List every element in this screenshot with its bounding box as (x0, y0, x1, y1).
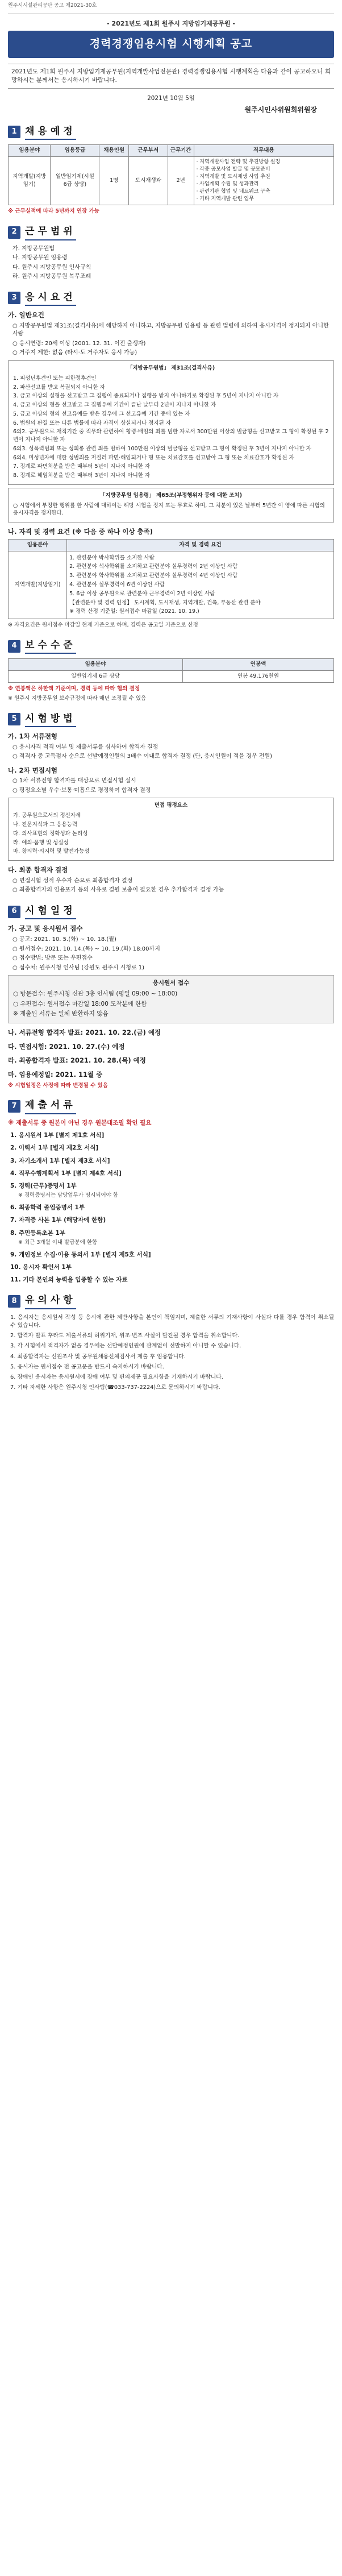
schedule-item: ○ 원서접수: 2021. 10. 14.(목) ~ 10. 19.(화) 18:00까지 (12, 945, 160, 952)
table-cell: 도시재생과 (128, 156, 168, 205)
table-cell: 지역개발(지방임기) (9, 551, 67, 619)
table-cell: 지역개발(지방임기) (9, 156, 51, 205)
doc-item: 1. 응시원서 1부 [별지 제1호 서식] (10, 1132, 105, 1139)
box-line: ○ 방문접수: 원주시청 신관 3층 인사팀 (평일 09:00 ~ 18:00) (13, 990, 178, 998)
table-header: 임용분야 (9, 539, 67, 551)
exam-item: ○ 응시자격 적격 여부 및 제출서류를 심사하여 합격자 결정 (12, 744, 159, 750)
section-6-header (8, 904, 334, 920)
doc-item: 9. 개인정보 수집·이용 동의서 1부 [별지 제5호 서식] (10, 1251, 151, 1258)
section-title: 응시요건 (25, 291, 76, 306)
schedule-item: ○ 접수방법: 방문 또는 우편접수 (12, 955, 93, 962)
duty-cell (194, 156, 333, 205)
box-line: 5. 금고 이상의 형의 선고유예를 받은 경우에 그 선고유예 기간 중에 있는 자 (13, 410, 190, 417)
page-title: 경력경쟁임용시험 시행계획 공고 (8, 31, 334, 58)
section-number: 5 (8, 713, 20, 725)
section-3-header (8, 291, 334, 306)
qualification-item: ※ 경력 산정 기준일: 원서접수 마감일 (2021. 10. 19.) (69, 608, 199, 615)
subsection-title: 다. 최종 합격자 결정 (8, 866, 68, 874)
caution-item: 4. 최종합격자는 신원조사 및 공무원채용신체검사서 제출 후 임용합니다. (10, 1353, 186, 1360)
box-title: 응시원서 접수 (152, 980, 190, 987)
hire-table (8, 144, 334, 205)
section-number: 1 (8, 126, 20, 138)
subsection-title: 마. 임용예정일: 2021. 11월 중 (8, 1070, 103, 1078)
scope-item: 나. 지방공무원 임용령 (12, 255, 68, 262)
intro-text: 2021년도 제1회 원주시 지방임기제공무원(지역개발사업전문관) 경력경쟁임용시험 시행계획을 다음과 같이 공고하오니 희망하시는 분께서는 응시하시기 바랍니다. (8, 64, 334, 89)
exam-item: ○ 적격자 중 고득점자 순으로 선발예정인원의 3배수 이내로 합격자 결정 (단, 응시인원이 적을 경우 전원) (12, 753, 272, 760)
exam-item: ○ 평정요소별 우수·보통·미흡으로 평정하여 합격자 결정 (12, 787, 151, 794)
section-title: 근무범위 (25, 225, 76, 240)
subsection-title: 다. 면접시험: 2021. 10. 27.(수) 예정 (8, 1042, 125, 1051)
duty-item: · 각종 공모사업 발굴 및 공모준비 (196, 167, 270, 173)
table-header: 임용분야 (9, 659, 183, 671)
box-line: 3. 금고 이상의 실형을 선고받고 그 집행이 종료되거나 집행을 받지 아니하기로 확정된 후 5년이 지나지 아니한 자 (13, 393, 279, 400)
doc-note: ※ 경력증명서는 담당업무가 명시되어야 함 (18, 1192, 119, 1199)
schedule-item: ○ 접수처: 원주시청 인사팀 (강원도 원주시 시청로 1) (12, 964, 145, 971)
box-line: 가. 공무원으로서의 정신자세 (13, 812, 81, 819)
caution-item: 6. 장애인 응시자는 응시원서에 장애 여부 및 편의제공 필요사항을 기재하시기 바랍니다. (10, 1374, 223, 1381)
subsection-title: 나. 서류전형 합격자 발표: 2021. 10. 22.(금) 예정 (8, 1028, 161, 1036)
table-cell: 일반임기제(시설 6급 상당) (51, 156, 99, 205)
section-title: 보수수준 (25, 638, 76, 654)
box-line: 6의3. 성폭력범죄 또는 성희롱 관련 죄를 범하여 100만원 이상의 벌금형을 선고받고 그 형이 확정된 후 3년이 지나지 아니한 자 (13, 445, 311, 452)
pay-table (8, 658, 334, 683)
section-1-header (8, 125, 334, 140)
doc-item: 2. 이력서 1부 [별지 제2호 서식] (10, 1144, 99, 1152)
scope-item: 다. 원주시 지방공무원 인사규칙 (12, 264, 91, 271)
exam-item: ○ 최종합격자의 임용포기 등의 사유로 결원 보충이 필요한 경우 추가합격자 결정 가능 (12, 887, 224, 894)
table-cell: 2년 (168, 156, 194, 205)
document-number: 원주시시설관리공단 공고 제2021-30호 (8, 0, 334, 14)
qualification-item: 5. 6급 이상 공무원으로 관련분야 근무경력이 2년 이상인 사람 (69, 590, 215, 597)
section-title: 시험일정 (25, 904, 76, 920)
subheading: - 2021년도 제1회 원주시 지방임기제공무원 - (107, 20, 235, 28)
table-header: 근무부서 (128, 145, 168, 157)
doc-note: ※ 최근 3개월 이내 발급분에 한함 (18, 1239, 98, 1246)
table-header: 근무기간 (168, 145, 194, 157)
box-line: 7. 징계로 파면처분을 받은 때부터 5년이 지나지 아니한 자 (13, 463, 151, 470)
subsection-title: 가. 일반요건 (8, 311, 44, 320)
disqualification-box (8, 360, 334, 485)
duty-item: · 기타 지역개발 관련 업무 (196, 196, 254, 202)
caution-item: 3. 각 시험에서 적격자가 없을 경우에는 선발예정인원에 관계없이 선발하지 아니할 수 있습니다. (10, 1343, 241, 1350)
subsection-title: 나. 2차 면접시험 (8, 766, 58, 774)
hire-note: ※ 근무실적에 따라 5년까지 연장 가능 (8, 208, 99, 215)
box-line: ○ 우편접수: 원서접수 마감일 18:00 도착분에 한함 (13, 1000, 147, 1007)
requirement-item: ○ 지방공무원법 제31조(결격사유)에 해당하지 아니하고, 지방공무원 임용령 등 관련 법령에 의하여 응시자격이 정지되지 아니한 사람 (12, 322, 329, 338)
announcement-date: 2021년 10월 5일 (147, 94, 195, 102)
subsection-title: 가. 공고 및 응시원서 접수 (8, 924, 83, 933)
doc-item: 8. 주민등록초본 1부 (10, 1229, 65, 1237)
schedule-note: ※ 시험일정은 사정에 따라 변경될 수 있음 (8, 1082, 108, 1089)
caution-item: 7. 기타 자세한 사항은 원주시청 인사팀(☎033-737-2224)으로 문의하시기 바랍니다. (10, 1384, 220, 1391)
misconduct-box (8, 488, 334, 522)
section-title: 채용예정 (25, 125, 76, 140)
doc-item: 10. 응시자 확인서 1부 (10, 1263, 72, 1271)
pay-note: ※ 연봉액은 하한액 기준이며, 경력 등에 따라 협의 결정 (8, 685, 140, 692)
box-line: ※ 제출된 서류는 일체 반환하지 않음 (13, 1010, 109, 1017)
subsection-title: 나. 자격 및 경력 요건 (※ 다음 중 하나 이상 충족) (8, 528, 153, 536)
box-line: 라. 예의·품행 및 성실성 (13, 839, 69, 846)
duty-item: · 사업계획 수립 및 성과관리 (196, 181, 259, 188)
box-line: 4. 금고 이상의 형을 선고받고 그 집행유예 기간이 끝난 날부터 2년이 지나지 아니한 자 (13, 402, 216, 409)
table-header: 연봉액 (182, 659, 333, 671)
table-header: 임용등급 (51, 145, 99, 157)
box-line: 나. 전문지식과 그 응용능력 (13, 822, 78, 828)
table-cell: 1명 (99, 156, 129, 205)
box-line: 6의2. 공무원으로 재직기간 중 직무와 관련하여 횡령·배임의 죄를 범한 자로서 300만원 이상의 벌금형을 선고받고 그 형이 확정된 후 2년이 지나지 아니한 자 (13, 429, 329, 443)
section-2-header (8, 225, 334, 240)
doc-item: 11. 기타 본인의 능력을 입증할 수 있는 자료 (10, 1276, 128, 1283)
qualification-table (8, 539, 334, 619)
qualification-item: 【관련분야 및 경력 인정】 도시계획, 도시재생, 지역개발, 건축, 부동산 관련 분야 (69, 599, 261, 606)
section-4-header (8, 638, 334, 654)
qualification-cell (67, 551, 334, 619)
table-header: 자격 및 경력 요건 (67, 539, 334, 551)
application-box (8, 975, 334, 1023)
box-line: 다. 의사표현의 정확성과 논리성 (13, 830, 88, 837)
section-number: 7 (8, 1100, 20, 1113)
box-line: 6의4. 미성년자에 대한 성범죄를 저질러 파면·해임되거나 형 또는 치료감호를 선고받아 그 형 또는 치료감호가 확정된 자 (13, 454, 294, 461)
box-title: 「지방공무원 임용령」 제65조(부정행위자 등에 대한 조치) (99, 492, 243, 499)
section-7-header (8, 1098, 334, 1114)
pay-note: ※ 원주시 지방공무원 보수규정에 따라 매년 조정될 수 있음 (8, 695, 147, 702)
docs-warning: ※ 제출서류 중 원본이 아닌 경우 원본대조필 확인 필요 (8, 1119, 152, 1127)
section-number: 2 (8, 226, 20, 239)
section-title: 제출서류 (25, 1098, 76, 1114)
box-line: 마. 창의력·의지력 및 발전가능성 (13, 848, 90, 855)
doc-item: 4. 직무수행계획서 1부 [별지 제4호 서식] (10, 1169, 122, 1177)
qualification-note: ※ 자격요건은 원서접수 마감일 현재 기준으로 하며, 경력은 공고일 기준으로 산정 (8, 622, 198, 629)
section-number: 8 (8, 1295, 20, 1308)
table-cell: 연봉 49,176천원 (182, 671, 333, 683)
doc-item: 5. 경력(근무)증명서 1부 (10, 1183, 77, 1190)
exam-item: ○ 면접시험 성적 우수자 순으로 최종합격자 결정 (12, 877, 133, 884)
requirement-item: ○ 응시연령: 20세 이상 (2001. 12. 31. 이전 출생자) (12, 340, 146, 347)
requirement-item: ○ 거주지 제한: 없음 (타시·도 거주자도 응시 가능) (12, 350, 137, 356)
caution-item: 2. 합격자 발표 후라도 제출서류의 허위기재, 위조·변조 사실이 발견될 경우 합격을 취소합니다. (10, 1333, 240, 1339)
duty-item: · 지역개발 및 도시재생 사업 추진 (196, 174, 270, 180)
schedule-item: ○ 공고: 2021. 10. 5.(화) ~ 10. 18.(월) (12, 936, 116, 943)
box-line: 2. 파산선고를 받고 복권되지 아니한 자 (13, 384, 105, 391)
box-line: ○ 시험에서 부정한 행위를 한 사람에 대하여는 해당 시험을 정지 또는 무효로 하며, 그 처분이 있은 날부터 5년간 이 영에 따른 시험의 응시자격을 정지한다. (13, 502, 325, 517)
table-cell: 일반임기제 6급 상당 (9, 671, 183, 683)
qualification-item: 2. 관련분야 석사학위를 소지하고 관련분야 실무경력이 2년 이상인 사람 (69, 563, 238, 570)
duty-item: · 관련기관 협업 및 네트워크 구축 (196, 189, 270, 195)
box-title: 면접 평정요소 (154, 802, 188, 809)
subsection-title: 라. 최종합격자 발표: 2021. 10. 28.(목) 예정 (8, 1056, 146, 1065)
caution-item: 5. 응시자는 원서접수 전 공고문을 반드시 숙지하시기 바랍니다. (10, 1363, 164, 1370)
section-8-header (8, 1293, 334, 1309)
subsection-title: 가. 1차 서류전형 (8, 732, 58, 741)
box-title: 「지방공무원법」 제31조(결격사유) (127, 364, 215, 371)
issuer: 원주시인사위원회위원장 (244, 106, 317, 114)
section-number: 4 (8, 640, 20, 653)
table-header: 채용인원 (99, 145, 129, 157)
box-line: 1. 피성년후견인 또는 피한정후견인 (13, 375, 97, 381)
table-header: 직무내용 (194, 145, 333, 157)
exam-item: ○ 1차 서류전형 합격자를 대상으로 면접시험 실시 (12, 778, 136, 785)
caution-item: 1. 응시자는 응시원서 작성 등 응시에 관한 제반사항을 본인이 책임지며, 제출한 서류의 기재사항이 사실과 다를 경우 합격이 취소될 수 있습니다. (10, 1314, 334, 1329)
duty-item: · 지역개발사업 전략 및 추진방향 설정 (196, 159, 281, 165)
interview-criteria-box (8, 798, 334, 861)
section-number: 3 (8, 292, 20, 304)
box-line: 8. 징계로 해임처분을 받은 때부터 3년이 지나지 아니한 자 (13, 472, 151, 479)
box-line: 6. 법원의 판결 또는 다른 법률에 따라 자격이 상실되거나 정지된 자 (13, 420, 171, 426)
section-title: 시험방법 (25, 712, 76, 728)
doc-item: 6. 최종학력 졸업증명서 1부 (10, 1204, 85, 1212)
section-title: 유의사항 (25, 1293, 76, 1309)
qualification-item: 3. 관련분야 학사학위를 소지하고 관련분야 실무경력이 4년 이상인 사람 (69, 573, 238, 579)
scope-item: 라. 원주시 지방공무원 복무조례 (12, 273, 91, 280)
section-number: 6 (8, 906, 20, 918)
doc-item: 3. 자기소개서 1부 [별지 제3호 서식] (10, 1157, 110, 1164)
qualification-item: 1. 관련분야 박사학위를 소지한 사람 (69, 554, 155, 561)
doc-item: 7. 자격증 사본 1부 (해당자에 한함) (10, 1217, 106, 1224)
table-header: 임용분야 (9, 145, 51, 157)
section-5-header (8, 712, 334, 728)
scope-item: 가. 지방공무원법 (12, 245, 55, 252)
qualification-item: 4. 관련분야 실무경력이 6년 이상인 사람 (69, 581, 165, 588)
